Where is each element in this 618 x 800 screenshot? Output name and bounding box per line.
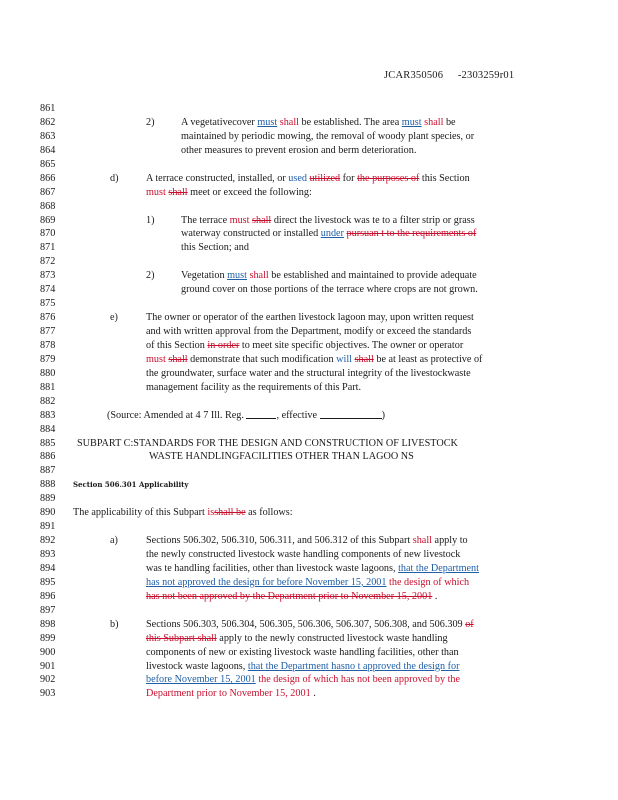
document-line [0, 646, 618, 660]
text-run: the design of which has not been approved by the [258, 674, 461, 686]
text-run: apply to [432, 535, 468, 547]
text-run: meet or exceed the following: [187, 186, 312, 198]
deleted-text: pursuan t to the requirements of [346, 228, 477, 240]
deleted-text: shall [354, 353, 374, 365]
line-number: 878 [40, 339, 56, 351]
text-run: apply to the newly constructed livestock waste handling [216, 632, 448, 644]
text-run: ) [381, 409, 385, 421]
document-line [0, 353, 618, 367]
deleted-text: has not been approved by the Department prior to November 15, 2001 [146, 590, 433, 602]
line-number: 893 [40, 549, 56, 560]
line-number: 877 [40, 326, 56, 337]
text-run: be established and maintained to provide adequate [268, 270, 477, 282]
line-number: 902 [40, 674, 56, 686]
line-text [146, 687, 316, 701]
text-run: was te handling facilities, other than livestock waste lagoons, [146, 562, 399, 574]
document-line [0, 576, 618, 590]
text-run: shall [412, 535, 432, 547]
document-line [0, 632, 618, 646]
deleted-text: in order [207, 339, 240, 351]
deleted-text: of [465, 618, 474, 630]
list-marker: 1) [146, 214, 155, 226]
document-line [0, 297, 618, 311]
document-line [0, 130, 618, 144]
line-text [146, 172, 470, 186]
inserted-text: must [257, 116, 278, 128]
text-run: shall [249, 270, 269, 282]
text-run: . [432, 590, 438, 602]
list-marker: d) [110, 172, 119, 184]
document-line [0, 464, 618, 478]
line-number: 888 [40, 479, 56, 491]
line-number: 863 [40, 130, 56, 142]
document-line [0, 144, 618, 158]
document-line [0, 423, 618, 437]
text-run: direct the livestock was te to a filter strip or grass [271, 214, 475, 226]
line-number: 867 [40, 186, 56, 198]
line-text [146, 632, 448, 646]
line-number: 896 [40, 590, 56, 602]
text-run: must [146, 186, 166, 198]
line-number: 873 [40, 270, 56, 282]
text-run: used [288, 172, 307, 184]
document-line [0, 283, 618, 297]
deleted-text: shall [252, 214, 272, 226]
document-line [0, 618, 618, 632]
line-number: 892 [40, 535, 56, 547]
line-number: 881 [40, 381, 56, 393]
line-text [146, 325, 471, 339]
text-run: of this Section [146, 339, 208, 351]
line-number: 895 [40, 576, 56, 588]
document-line [0, 325, 618, 339]
document-line [0, 339, 618, 353]
line-text [107, 409, 385, 423]
line-number: 872 [40, 256, 56, 268]
text-run: be [443, 116, 456, 128]
line-text [181, 130, 474, 144]
document-line [0, 673, 618, 687]
text-run: this Section; and [181, 242, 249, 254]
inserted-text: that the Department hasno t approved the design for [247, 660, 460, 672]
line-text [146, 339, 463, 353]
text-run: other measures to prevent erosion and berm deterioration. [181, 144, 417, 156]
document-line [0, 534, 618, 548]
line-number: 903 [40, 688, 56, 700]
line-text [146, 673, 460, 687]
line-number: 880 [40, 367, 56, 379]
line-number: 901 [40, 660, 56, 672]
line-text [146, 618, 474, 632]
document-line [0, 590, 618, 604]
line-text [146, 186, 312, 200]
line-text [181, 283, 478, 297]
text-run: this Section [419, 172, 470, 184]
inserted-text: must [401, 116, 422, 128]
document-header [384, 70, 514, 81]
line-text [77, 437, 458, 451]
line-number: 898 [40, 618, 56, 630]
document-line [0, 172, 618, 186]
section-heading: Section 506.301 Applicability [73, 480, 189, 490]
inserted-text: that the Department [398, 562, 479, 574]
document-line [0, 116, 618, 130]
blank-field [320, 409, 382, 419]
text-run: SUBPART C:STANDARDS FOR THE DESIGN AND CONSTRUCTION OF LIVESTOCK [77, 437, 458, 449]
text-run: and with written approval from the Department, modify or exceed the standards [146, 326, 472, 337]
text-run: livestock waste lagoons, [146, 660, 248, 672]
line-number: 885 [40, 437, 56, 449]
text-run: A terrace constructed, installed, or [146, 172, 289, 184]
line-number: 875 [40, 298, 56, 310]
text-run: as follows: [245, 507, 293, 519]
document-line [0, 660, 618, 674]
text-run: management facility as the requirements of this Part. [146, 381, 362, 393]
line-number: 861 [40, 103, 56, 114]
document-line [0, 437, 618, 451]
text-run: is [207, 507, 215, 519]
line-number: 889 [40, 493, 56, 505]
deleted-text: this Subpart shall [146, 632, 217, 644]
line-text [181, 214, 475, 228]
line-text [146, 660, 459, 674]
text-run: Sections 506.302, 506.310, 506.311, and 506.312 of this Subpart [146, 535, 413, 547]
text-run: The owner or operator of the earthen livestock lagoon may, upon written request [146, 312, 474, 324]
document-line [0, 227, 618, 241]
text-run: demonstrate that such modification [187, 353, 337, 365]
line-text [181, 116, 456, 130]
deleted-text: shall [168, 186, 188, 198]
line-number: 865 [40, 158, 56, 170]
line-text [146, 590, 437, 604]
line-number: 894 [40, 562, 56, 574]
line-text [146, 562, 479, 576]
document-line [0, 158, 618, 172]
document-line [0, 492, 618, 506]
text-run: for [340, 172, 358, 184]
line-text [146, 353, 482, 367]
deleted-text: shall [168, 353, 188, 365]
text-run: . [310, 688, 316, 700]
text-run: be at least as protective of [373, 353, 483, 365]
line-number: 900 [40, 646, 56, 658]
document-line [0, 255, 618, 269]
inserted-text: has not approved the design for before November 15, 2001 [146, 576, 387, 588]
document-line [0, 520, 618, 534]
document-line [0, 241, 618, 255]
line-number: 891 [40, 521, 56, 533]
text-run: ground cover on those portions of the terrace where crops are not grown. [181, 284, 478, 296]
text-run: be established. The area [299, 116, 402, 128]
document-revision: -2303259r01 [457, 70, 515, 81]
line-number: 879 [40, 353, 56, 365]
blank-field [246, 409, 276, 419]
document-line [0, 395, 618, 409]
document-id: JCAR350506 [384, 70, 444, 81]
text-run: Sections 506.303, 506.304, 506.305, 506.306, 506.307, 506.308, and 506.309 [146, 618, 466, 630]
text-run: WASTE HANDLINGFACILITIES OTHER THAN LAGOO NS [149, 451, 414, 463]
line-number: 876 [40, 312, 56, 324]
list-marker: 2) [146, 270, 155, 282]
inserted-text: before November 15, 2001 [146, 674, 256, 686]
line-number: 897 [40, 604, 56, 616]
line-number: 866 [40, 172, 56, 184]
line-number: 886 [40, 451, 56, 463]
document-line [0, 311, 618, 325]
line-number: 883 [40, 409, 56, 421]
line-text [146, 311, 474, 325]
text-run: waterway constructed or installed [181, 228, 321, 240]
line-number: 869 [40, 214, 56, 226]
text-run: components of new or existing livestock waste handling facilities, other than [146, 646, 459, 658]
list-marker: b) [110, 618, 119, 630]
deleted-text: utilized [309, 172, 341, 184]
document-line [0, 102, 618, 116]
line-text [73, 506, 293, 520]
document-line [0, 269, 618, 283]
text-run: must [229, 214, 250, 226]
list-marker: 2) [146, 116, 155, 128]
line-text [146, 367, 471, 381]
text-run: the newly constructed livestock waste handling components of new livestock [146, 549, 461, 560]
text-run: shall [424, 116, 444, 128]
line-number: 864 [40, 144, 56, 156]
document-line [0, 409, 618, 423]
line-text [73, 478, 188, 492]
line-number: 862 [40, 116, 56, 128]
document-line [0, 450, 618, 464]
document-line [0, 506, 618, 520]
line-number: 874 [40, 284, 56, 296]
line-text [146, 646, 459, 660]
line-text [181, 144, 416, 158]
line-text [149, 450, 414, 464]
line-text [146, 534, 468, 548]
text-run: to meet site specific objectives. The owner or operator [239, 339, 464, 351]
document-line [0, 687, 618, 701]
line-number: 890 [40, 507, 56, 519]
text-run: the design of which [389, 576, 470, 588]
document-line [0, 562, 618, 576]
text-run: The applicability of this Subpart [73, 507, 208, 519]
line-text [181, 269, 477, 283]
line-number: 871 [40, 242, 56, 254]
text-run: shall [279, 116, 299, 128]
line-text [146, 381, 361, 395]
text-run: The terrace [181, 214, 230, 226]
text-run: , effective [276, 409, 320, 421]
line-number: 899 [40, 632, 56, 644]
text-run: A vegetativecover [181, 116, 258, 128]
document-line [0, 381, 618, 395]
inserted-text: under [320, 228, 344, 240]
document-body [0, 102, 618, 701]
line-text [146, 576, 469, 590]
line-text [181, 227, 476, 241]
text-run: the groundwater, surface water and the structural integrity of the livestockwaste [146, 367, 471, 379]
text-run: Department prior to November 15, 2001 [146, 688, 311, 700]
document-line [0, 548, 618, 562]
deleted-text: shall be [214, 507, 246, 519]
line-number: 870 [40, 228, 56, 240]
document-line [0, 200, 618, 214]
text-run: Vegetation [181, 270, 228, 282]
text-run: must [146, 353, 166, 365]
line-number: 884 [40, 423, 56, 435]
line-number: 868 [40, 200, 56, 212]
text-run: maintained by periodic mowing, the removal of woody plant species, or [181, 130, 475, 142]
document-line [0, 367, 618, 381]
inserted-text: must [227, 270, 247, 282]
text-run: (Source: Amended at 4 7 Ill. Reg. [107, 409, 247, 421]
document-line [0, 186, 618, 200]
list-marker: a) [110, 535, 118, 547]
line-number: 887 [40, 465, 56, 477]
line-number: 882 [40, 395, 56, 407]
document-line [0, 214, 618, 228]
document-line [0, 478, 618, 492]
line-text [146, 548, 460, 562]
line-text [181, 241, 249, 255]
deleted-text: the purposes of [357, 172, 420, 184]
list-marker: e) [110, 312, 118, 324]
text-run: will [336, 353, 353, 365]
document-line [0, 604, 618, 618]
